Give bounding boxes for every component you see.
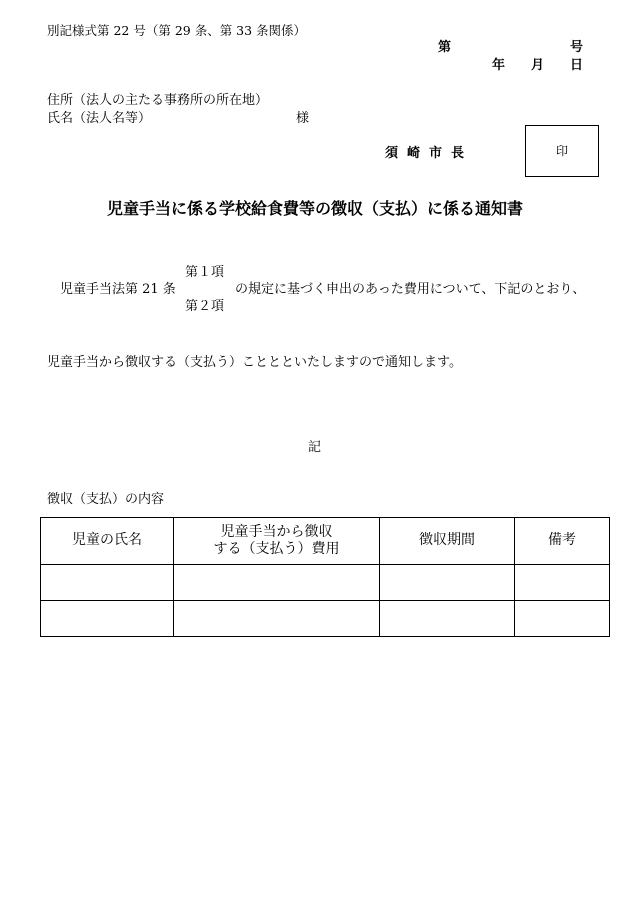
- clause-1: 第１項: [185, 265, 225, 280]
- table-cell: [380, 565, 515, 601]
- header-child-name: 児童の氏名: [41, 518, 174, 565]
- table-cell: [174, 601, 380, 637]
- body-text-line-2: 児童手当から徴収する（支払う）こととといたしますので通知します。: [47, 355, 462, 370]
- document-number-prefix: 第: [438, 40, 452, 55]
- body-text-line-1: の規定に基づく申出のあった費用について、下記のとおり、: [235, 282, 586, 297]
- seal-label: 印: [555, 143, 568, 158]
- clause-2: 第２項: [185, 299, 225, 314]
- table-cell: [515, 601, 610, 637]
- recipient-address-label: 住所（法人の主たる事務所の所在地）: [47, 93, 269, 108]
- contents-label: 徴収（支払）の内容: [47, 492, 165, 507]
- recipient-name-label: 氏名（法人名等）: [47, 111, 152, 126]
- detail-table: [40, 517, 610, 637]
- table-cell: [380, 601, 515, 637]
- ki-heading: 記: [308, 440, 322, 455]
- seal-box: [525, 125, 599, 177]
- header-cost: [174, 518, 380, 565]
- table-header-row: [41, 518, 610, 565]
- header-period: 徴収期間: [380, 518, 515, 565]
- issuer-title: 須崎市長: [385, 146, 474, 161]
- table-cell: [41, 601, 174, 637]
- table-row: [41, 601, 610, 637]
- header-cost-line-1: 児童手当から徴収: [220, 523, 333, 540]
- table-cell: [41, 565, 174, 601]
- table-cell: [515, 565, 610, 601]
- table-cell: [174, 565, 380, 601]
- form-number: 別記様式第 22 号（第 29 条、第 33 条関係）: [47, 23, 307, 38]
- header-cost-line-2: する（支払う）費用: [213, 541, 340, 557]
- law-reference: 児童手当法第 21 条: [60, 282, 176, 297]
- date-year-label: 年: [492, 58, 506, 73]
- recipient-honorific: 様: [296, 111, 310, 126]
- document-title: 児童手当に係る学校給食費等の徴収（支払）に係る通知書: [106, 199, 523, 218]
- date-month-label: 月: [531, 58, 545, 73]
- document-number-suffix: 号: [570, 40, 584, 55]
- table-row: [41, 565, 610, 601]
- date-day-label: 日: [570, 58, 584, 73]
- header-remarks: 備考: [515, 518, 610, 565]
